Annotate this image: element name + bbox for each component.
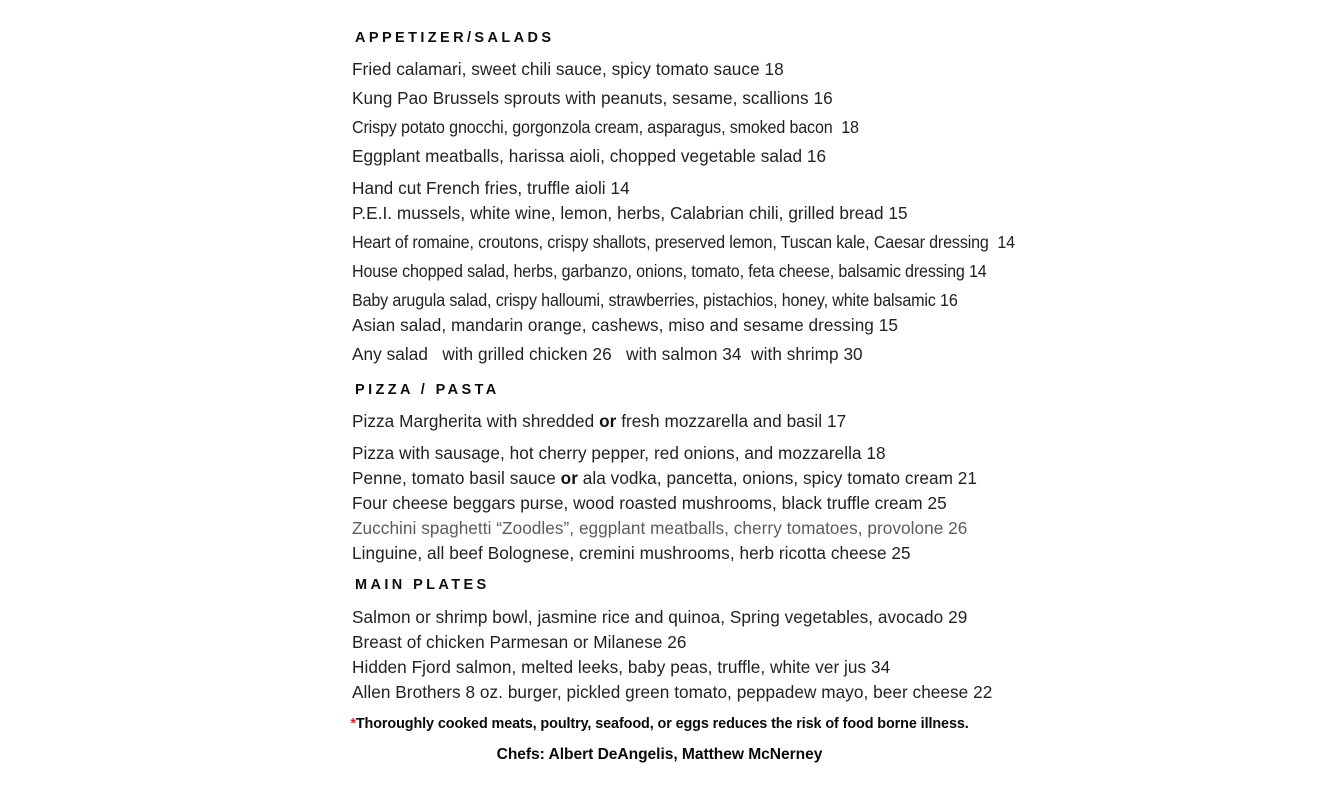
menu-item: Fried calamari, sweet chili sauce, spicy tomato sauce 18 bbox=[352, 59, 784, 79]
menu-content bbox=[352, 28, 1112, 707]
menu-item: House chopped salad, herbs, garbanzo, onions, tomato, feta cheese, balsamic dressing 14 bbox=[352, 261, 987, 281]
menu-item: Asian salad, mandarin orange, cashews, miso and sesame dressing 15 bbox=[352, 315, 898, 335]
menu-item: Eggplant meatballs, harissa aioli, chopped vegetable salad 16 bbox=[352, 146, 827, 166]
menu-item: Zucchini spaghetti “Zoodles”, eggplant meatballs, cherry tomatoes, provolone 26 bbox=[352, 518, 968, 538]
section-header-appetizer-salads: APPETIZER/SALADS bbox=[355, 30, 555, 46]
menu-item bbox=[352, 411, 1112, 431]
menu-item: Linguine, all beef Bolognese, cremini mushrooms, herb ricotta cheese 25 bbox=[352, 543, 911, 563]
menu-item: Salmon or shrimp bowl, jasmine rice and quinoa, Spring vegetables, avocado 29 bbox=[352, 607, 968, 627]
menu-item-text-after: fresh mozzarella and basil 17 bbox=[616, 411, 847, 431]
menu-item: Baby arugula salad, crispy halloumi, strawberries, pistachios, honey, white balsamic 16 bbox=[352, 290, 958, 310]
menu-item-text-before: Penne, tomato basil sauce bbox=[352, 468, 561, 488]
menu-item: P.E.I. mussels, white wine, lemon, herbs, Calabrian chili, grilled bread 15 bbox=[352, 203, 908, 223]
menu-item: Hand cut French fries, truffle aioli 14 bbox=[352, 178, 630, 198]
menu-item: Crispy potato gnocchi, gorgonzola cream, asparagus, smoked bacon 18 bbox=[352, 117, 859, 137]
menu-item-emphasis: or bbox=[599, 411, 617, 431]
menu-item-emphasis: or bbox=[560, 468, 578, 488]
food-safety-disclaimer bbox=[0, 714, 1319, 734]
section-header-main-plates: MAIN PLATES bbox=[355, 577, 490, 593]
menu-item: Any salad with grilled chicken 26 with salmon 34 with shrimp 30 bbox=[352, 344, 863, 364]
menu-item bbox=[352, 468, 1112, 488]
menu-item-text-before: Pizza Margherita with shredded bbox=[352, 411, 600, 431]
menu-item: Hidden Fjord salmon, melted leeks, baby peas, truffle, white ver jus 34 bbox=[352, 657, 891, 677]
section-header-pizza-pasta: PIZZA / PASTA bbox=[355, 382, 500, 398]
menu-item: Pizza with sausage, hot cherry pepper, red onions, and mozzarella 18 bbox=[352, 443, 886, 463]
menu-item-text-after: ala vodka, pancetta, onions, spicy tomato cream 21 bbox=[577, 468, 977, 488]
menu-item: Breast of chicken Parmesan or Milanese 26 bbox=[352, 632, 687, 652]
menu-item: Kung Pao Brussels sprouts with peanuts, sesame, scallions 16 bbox=[352, 88, 833, 108]
menu-item: Heart of romaine, croutons, crispy shallots, preserved lemon, Tuscan kale, Caesar dressing 14 bbox=[352, 232, 1015, 252]
asterisk-marker: * bbox=[350, 716, 356, 732]
chefs-credit: Chefs: Albert DeAngelis, Matthew McNerney bbox=[496, 746, 823, 763]
disclaimer-text: Thoroughly cooked meats, poultry, seafood, or eggs reduces the risk of food borne illness. bbox=[355, 716, 969, 732]
menu-item: Four cheese beggars purse, wood roasted mushrooms, black truffle cream 25 bbox=[352, 493, 947, 513]
menu-item: Allen Brothers 8 oz. burger, pickled green tomato, peppadew mayo, beer cheese 22 bbox=[352, 682, 993, 702]
